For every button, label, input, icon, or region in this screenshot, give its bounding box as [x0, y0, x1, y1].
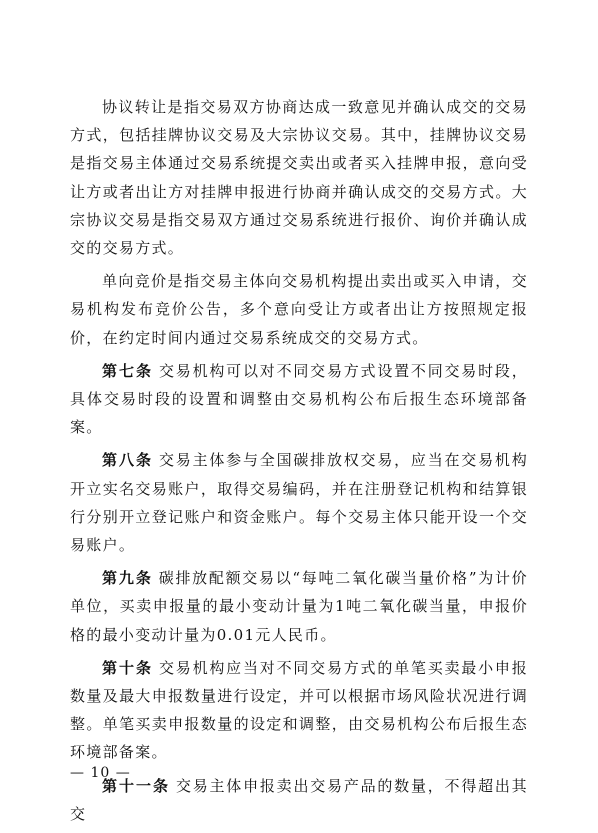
article-11 [70, 772, 528, 828]
paragraph-text: 交易机构可以对不同交易方式设置不同交易时段，具体交易时段的设置和调整由交易机构公布后报生态环境部备案。 [70, 361, 528, 437]
article-7 [70, 357, 528, 442]
paragraph-text: 交易主体参与全国碳排放权交易，应当在交易机构开立实名交易账户，取得交易编码，并在注册登记机构和结算银行分别开立登记账户和资金账户。每个交易主体只能开设一个交易账户。 [70, 451, 528, 555]
article-label: 第十条 [102, 658, 153, 677]
article-9 [70, 564, 528, 649]
paragraph-text: 单向竞价是指交易主体向交易机构提出卖出或买入申请，交易机构发布竞价公告，多个意向受让方或者出让方按照规定报价，在约定时间内通过交易系统成交的交易方式。 [70, 272, 528, 347]
article-10 [70, 654, 528, 767]
paragraph-text: 交易机构应当对不同交易方式的单笔买卖最小申报数量及最大申报数量进行设定，并可以根据市场风险状况进行调整。单笔买卖申报数量的设定和调整，由交易机构公布后报生态环境部备案。 [70, 658, 528, 762]
paragraph-text: 协议转让是指交易双方协商达成一致意见并确认成交的交易方式，包括挂牌协议交易及大宗协议交易。其中，挂牌协议交易是指交易主体通过交易系统提交卖出或者买入挂牌申报，意向受让方或者出让方对挂牌申报进行协商并确认成交的交易方式。大宗协议交易是指交易双方通过交易系统进行报价、询价并确认成交的交易方式。 [70, 98, 528, 258]
article-label: 第十一条 [102, 776, 170, 795]
paragraph-text: 碳排放配额交易以“每吨二氧化碳当量价格”为计价单位，买卖申报量的最小变动计量为1吨二氧化碳当量，申报价格的最小变动计量为0.01元人民币。 [70, 569, 528, 644]
document-body [70, 93, 528, 828]
article-8 [70, 446, 528, 559]
page-number: — 10 — [70, 765, 131, 781]
article-label: 第八条 [102, 451, 153, 470]
paragraph-one-way-bidding [70, 267, 528, 352]
article-label: 第七条 [102, 361, 153, 380]
paragraph-agreement-transfer [70, 93, 528, 262]
article-label: 第九条 [102, 569, 153, 588]
paragraph-text: 交易主体申报卖出交易产品的数量，不得超出其交 [70, 776, 528, 823]
